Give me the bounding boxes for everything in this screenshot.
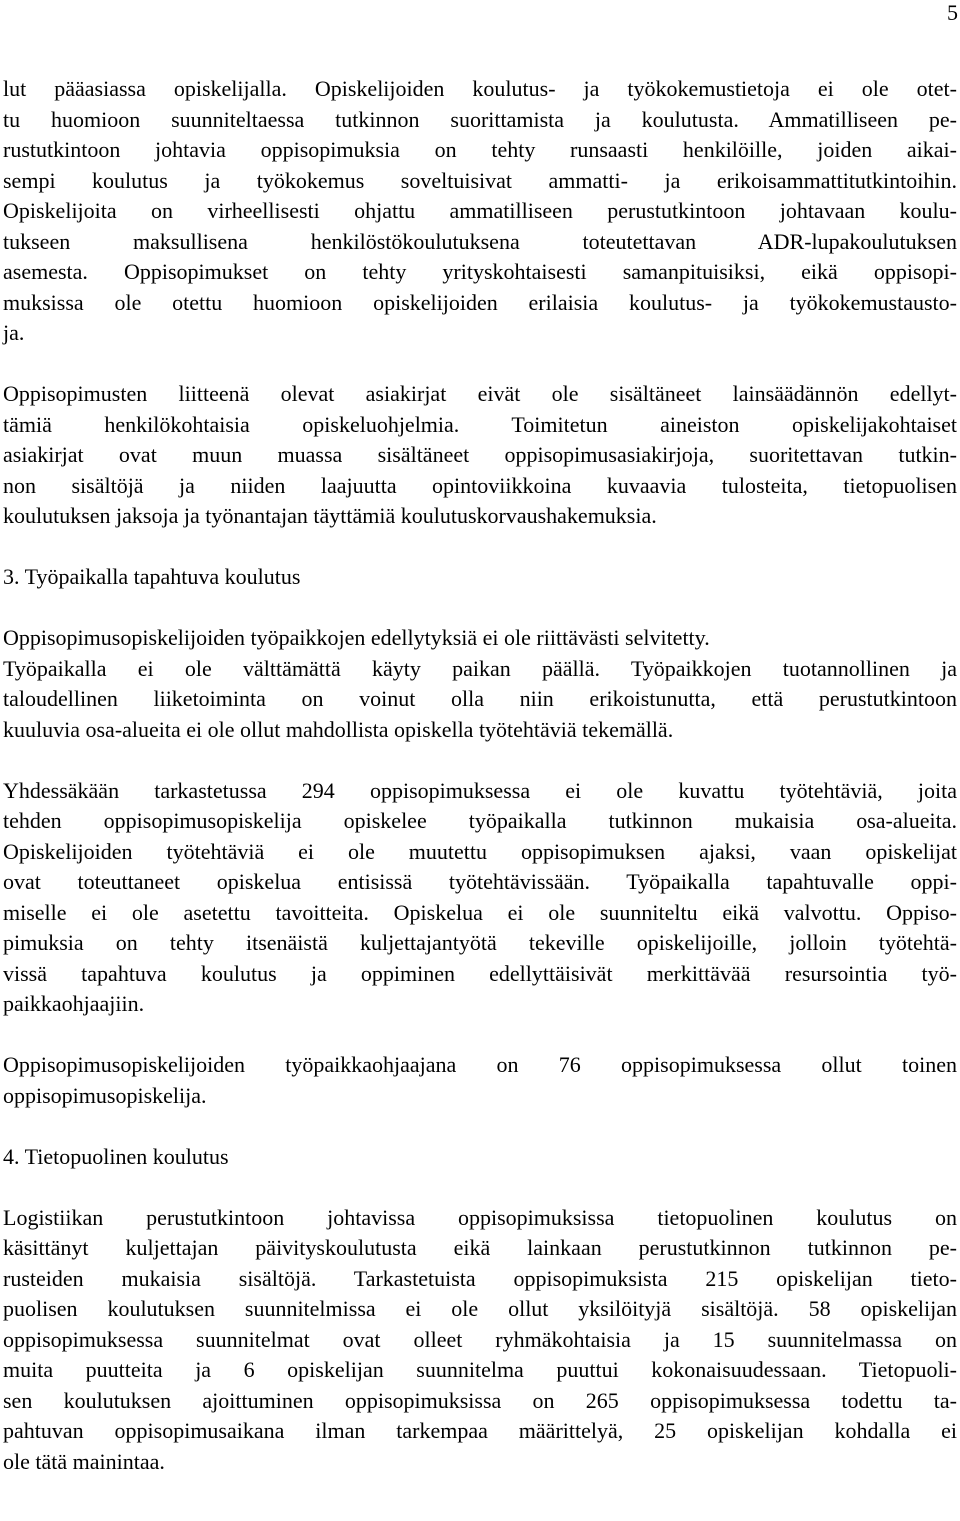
text-line: rusteiden mukaisia sisältöjä. Tarkastetuista oppisopimuksista 215 opiskelijan tieto- [3, 1265, 957, 1291]
text-line: Logistiikan perustutkintoon johtavissa oppisopimuksissa tietopuolinen koulutus on [3, 1204, 957, 1230]
text-line: Yhdessäkään tarkastetussa 294 oppisopimuksessa ei ole kuvattu työtehtäviä, joita [3, 777, 957, 803]
text-line: Oppisopimusopiskelijoiden työpaikkojen edellytyksiä ei ole riittävästi selvitetty. [3, 625, 710, 650]
text-line: muksissa ole otettu huomioon opiskelijoiden erilaisia koulutus- ja työkokemustausto- [3, 289, 957, 315]
paragraph [3, 1050, 957, 1111]
text-line: miselle ei ole asetettu tavoitteita. Opiskelua ei ole suunniteltu eikä valvottu. Oppiso- [3, 899, 957, 925]
paragraph [3, 1203, 957, 1478]
text-line: rustutkintoon johtavia oppisopimuksia on tehty runsaasti henkilöille, joiden aikai- [3, 137, 957, 162]
paragraph [3, 379, 957, 532]
document-body [3, 74, 957, 1477]
text-line: tu huomioon suunniteltaessa tutkinnon suorittamista ja koulutusta. Ammatilliseen pe- [3, 106, 957, 132]
text-line: tämiä henkilökohtaisia opiskeluohjelmia. Toimitetun aineiston opiskelijakohtaiset [3, 411, 957, 437]
text-line: kuuluvia osa-alueita ei ole ollut mahdollista opiskella työtehtäviä tekemällä. [3, 716, 674, 742]
text-line: pimuksia on tehty itsenäistä kuljettajantyötä tekeville opiskelijoille, jolloin työtehtä- [3, 930, 957, 955]
text-line: taloudellinen liiketoiminta on voinut olla niin erikoistunutta, että perustutkintoon [3, 686, 957, 711]
text-line: Työpaikalla ei ole välttämättä käyty paikan päällä. Työpaikkojen tuotannollinen ja [3, 655, 957, 681]
text-line: Opiskelijoiden työtehtäviä ei ole muutettu oppisopimuksen ajaksi, vaan opiskelijat [3, 838, 957, 864]
text-line: Opiskelijoita on virheellisesti ohjattu ammatilliseen perustutkintoon johtavaan koulu- [3, 198, 957, 223]
text-line: tukseen maksullisena henkilöstökoulutuksena toteutettavan ADR-lupakoulutuksen [3, 228, 957, 254]
paragraph [3, 776, 957, 1020]
text-line: oppisopimuksessa suunnitelmat ovat olleet ryhmäkohtaisia ja 15 suunnitelmassa on [3, 1326, 957, 1352]
paragraph [3, 623, 957, 745]
text-line: sen koulutuksen ajoittuminen oppisopimuksissa on 265 oppisopimuksessa todettu ta- [3, 1387, 957, 1413]
section-heading: 3. Työpaikalla tapahtuva koulutus [3, 564, 301, 589]
text-line: ole tätä mainintaa. [3, 1448, 165, 1474]
text-line: oppisopimusopiskelija. [3, 1082, 207, 1108]
text-line: non sisältöjä ja niiden laajuutta opintoviikkoina kuvaavia tulosteita, tietopuolisen [3, 472, 957, 498]
text-line: puolisen koulutuksen suunnitelmissa ei ole ollut yksilöityjä sisältöjä. 58 opiskelijan [3, 1296, 957, 1321]
text-line: koulutuksen jaksoja ja työnantajan täyttämiä koulutuskorvaushakemuksia. [3, 503, 657, 528]
text-line: asemesta. Oppisopimukset on tehty yrityskohtaisesti samanpituisiksi, eikä oppisopi- [3, 259, 957, 284]
text-line: pahtuvan oppisopimusaikana ilman tarkempaa määrittelyä, 25 opiskelijan kohdalla ei [3, 1418, 957, 1443]
section-heading: 4. Tietopuolinen koulutus [3, 1143, 229, 1169]
text-line: paikkaohjaajiin. [3, 991, 145, 1016]
text-line: lut pääasiassa opiskelijalla. Opiskelijoiden koulutus- ja työkokemustietoja ei ole otet- [3, 76, 957, 101]
text-line: vissä tapahtuva koulutus ja oppiminen edellyttäisivät merkittävää resursointia työ- [3, 960, 957, 986]
page-number: 5 [947, 0, 958, 25]
text-line: tehden oppisopimusopiskelija opiskelee työpaikalla tutkinnon mukaisia osa-alueita. [3, 808, 957, 833]
text-line: ovat toteuttaneet opiskelua entisissä työtehtävissään. Työpaikalla tapahtuvalle oppi- [3, 869, 957, 894]
text-line: käsittänyt kuljettajan päivityskoulutusta eikä lainkaan perustutkinnon tutkinnon pe- [3, 1235, 957, 1260]
text-line: asiakirjat ovat muun muassa sisältäneet oppisopimusasiakirjoja, suoritettavan tutkin- [3, 442, 957, 467]
text-line: Oppisopimusopiskelijoiden työpaikkaohjaajana on 76 oppisopimuksessa ollut toinen [3, 1052, 957, 1077]
text-line: Oppisopimusten liitteenä olevat asiakirjat eivät ole sisältäneet lainsäädännön edellyt- [3, 381, 957, 406]
text-line: ja. [3, 320, 25, 345]
paragraph [3, 74, 957, 349]
text-line: muita puutteita ja 6 opiskelijan suunnitelma puuttui kokonaisuudessaan. Tietopuoli- [3, 1357, 957, 1382]
text-line: sempi koulutus ja työkokemus soveltuisivat ammatti- ja erikoisammattitutkintoihin. [3, 167, 957, 193]
